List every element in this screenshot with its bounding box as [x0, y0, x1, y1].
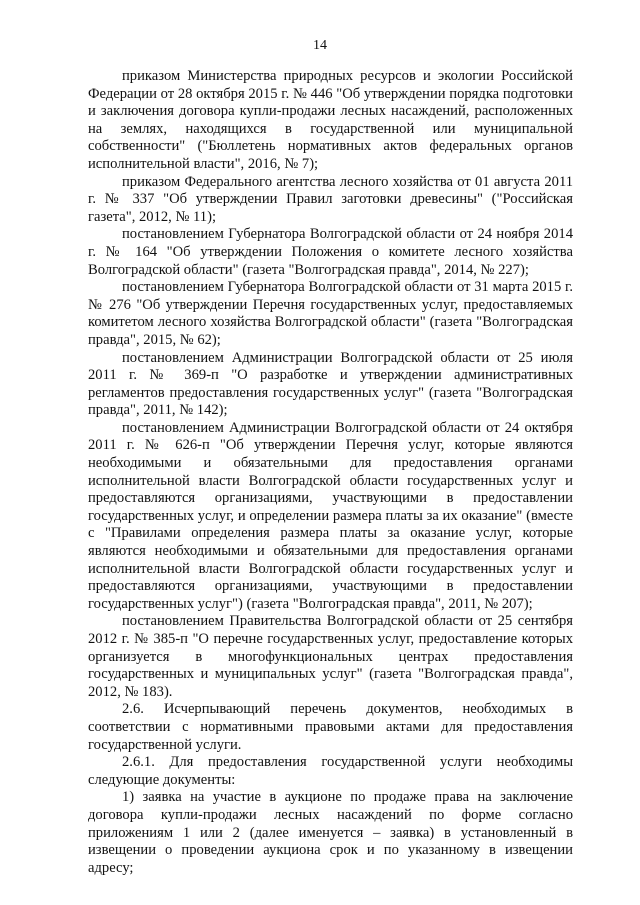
paragraph-order-forestry-agency: приказом Федерального агентства лесного хозяйства от 01 августа 2011 г. № 337 "Об утверждении Правил заготовки древесины" ("Российская газета", 2012, № 11); — [88, 173, 573, 225]
paragraph-governor-resolution-276: постановлением Губернатора Волгоградской области от 31 марта 2015 г. № 276 "Об утверждении Перечня государственных услуг, предоставляемых комитетом лесного хозяйства Волгоградской области" (газета "Волгоградская правда", 2015, № 62); — [88, 279, 573, 348]
paragraph-governor-resolution-164: постановлением Губернатора Волгоградской области от 24 ноября 2014 г. № 164 "Об утверждении Положения о комитете лесного хозяйства Волгоградской области" (газета "Волгоградская правда", 2014, № 227); — [88, 226, 573, 278]
paragraph-administration-resolution-626: постановлением Администрации Волгоградской области от 24 октября 2011 г. № 626-п "Об утверждении Перечня услуг, которые являются необходимыми и обязательными для предоставления органами исполнительной власти Волгоградской области государственных услуг и предоставляются организациями, участвующими в предоставлении государственных услуг, и определении размера платы за их оказание" (вместе с "Правилами определения размера платы за оказание услуг, которые являются необходимыми и обязательными для предоставления органами исполнительной власти Волгоградской области государственных услуг и предоставляются организациями, участвующими в предоставлении государственных услуг") (газета "Волгоградская правда", 2011, № 207); — [88, 419, 573, 612]
paragraph-section-2-6-1: 2.6.1. Для предоставления государственной услуги необходимы следующие документы: — [88, 754, 573, 788]
paragraph-administration-resolution-369: постановлением Администрации Волгоградской области от 25 июля 2011 г. № 369-п "О разработке и утверждении административных регламентов предоставления государственных услуг" (газета "Волгоградская правда", 2011, № 142); — [88, 349, 573, 419]
document-body — [88, 68, 573, 877]
paragraph-section-2-6: 2.6. Исчерпывающий перечень документов, необходимых в соответствии с нормативными правовыми актами для предоставления государственной услуги. — [88, 701, 573, 753]
page-number: 14 — [313, 38, 327, 53]
paragraph-item-1-application: 1) заявка на участие в аукционе по продаже права на заключение договора купли-продажи лесных насаждений по форме согласно приложениям 1 или 2 (далее именуется – заявка) в установленный в извещении о проведении аукциона срок и по указанному в извещении адресу; — [88, 789, 573, 876]
paragraph-government-resolution-385: постановлением Правительства Волгоградской области от 25 сентября 2012 г. № 385-п "О перечне государственных услуг, предоставление которых организуется в многофункциональных центрах предоставления государственных и муниципальных услуг" (газета "Волгоградская правда", 2012, № 183). — [88, 613, 573, 700]
paragraph-order-ministry-natural-resources: приказом Министерства природных ресурсов и экологии Российской Федерации от 28 октября 2015 г. № 446 "Об утверждении порядка подготовки и заключения договора купли-продажи лесных насаждений, расположенных на землях, находящихся в государственной или муниципальной собственности" ("Бюллетень нормативных актов федеральных органов исполнительной власти", 2016, № 7); — [88, 68, 573, 172]
